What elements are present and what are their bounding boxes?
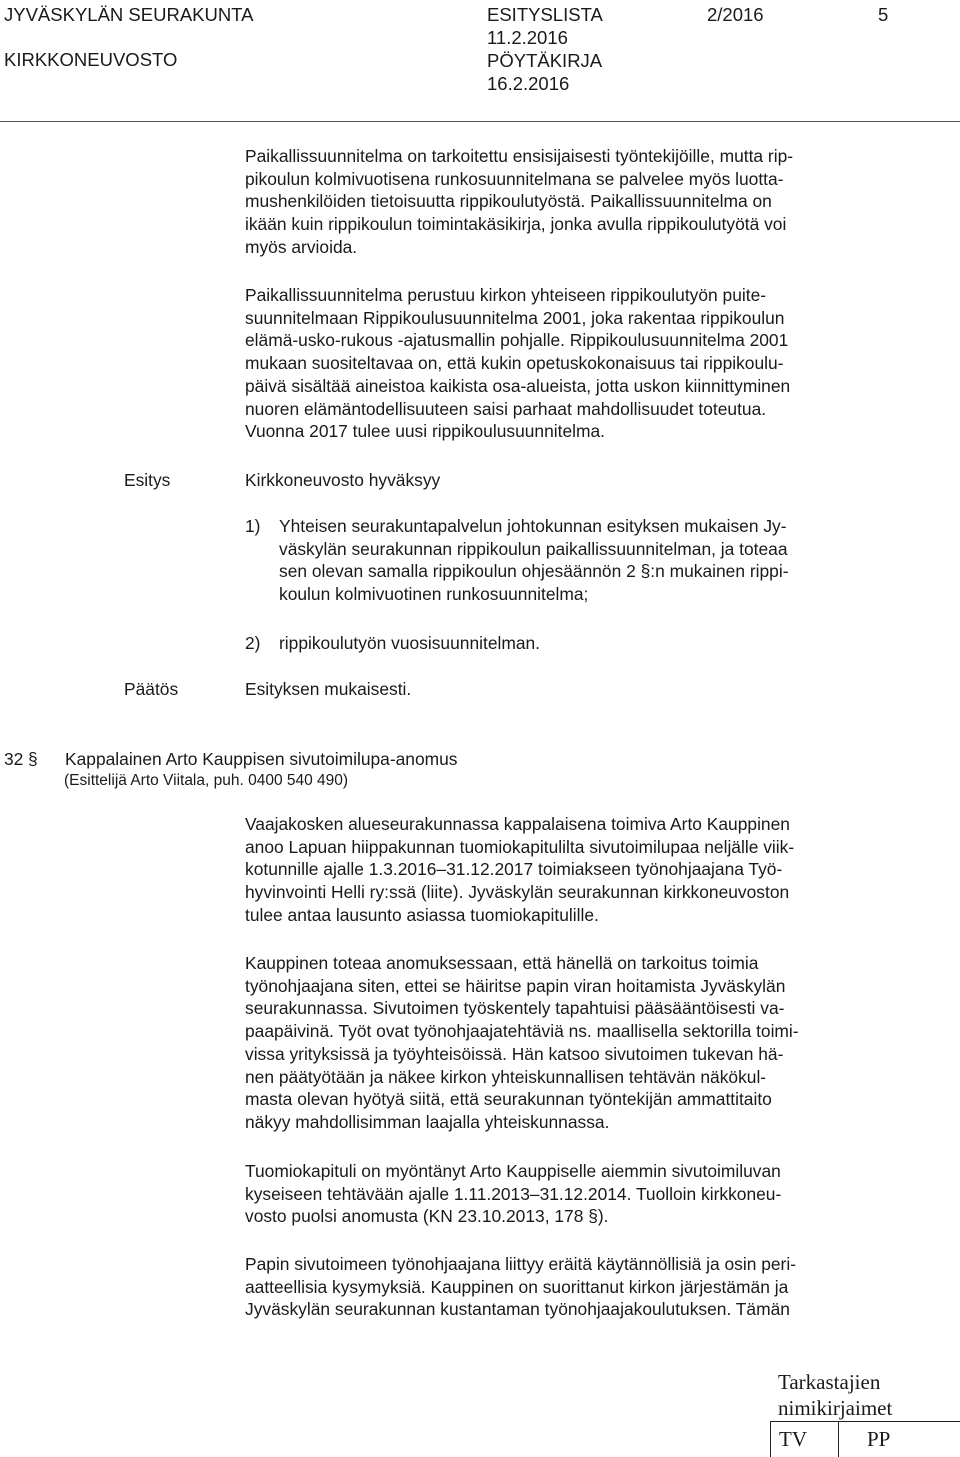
section-paragraph-4 [245,1253,885,1321]
section-title: Kappalainen Arto Kauppisen sivutoimilupa-anomus [65,749,458,769]
text-line: vosto puolsi anomusta (KN 23.10.2013, 178 §). [245,1206,609,1227]
text-line: masta olevan hyötyä siitä, että seurakunnan työntekijän ammattitaito [245,1089,772,1110]
section-heading [4,748,458,770]
section-number: 32 [4,749,24,769]
text-line: mukaan suositeltavaa on, että kukin opetuskokonaisuus tai rippikoulu- [245,353,784,374]
text-line: Esityksen mukaisesti. [245,679,412,699]
section-paragraph-2 [245,952,885,1134]
decision-label: Päätös [124,679,179,699]
section-paragraph-3 [245,1160,885,1228]
reviewer-initials-title [778,1369,892,1421]
minutes-label: PÖYTÄKIRJA [487,50,603,71]
text-line: suunnitelmaan Rippikoulusuunnitelma 2001, joka rakentaa rippikoulun [245,307,785,328]
title-line: nimikirjaimet [778,1396,893,1420]
initials-row [770,1421,960,1457]
initials-cell: TV [770,1422,838,1457]
title-line: Tarkastajien [778,1370,881,1394]
text-line: tulee antaa lausunto asiassa tuomiokapitulille. [245,904,599,925]
section-paragraph-1 [245,813,885,927]
text-line: Kirkkoneuvosto hyväksyy [245,470,441,490]
text-line: anoo Lapuan hiippakunnan tuomiokapitulilta sivutoimilupaa neljälle viik- [245,836,795,857]
header-divider [0,121,960,122]
organization-name: JYVÄSKYLÄN SEURAKUNTA [4,4,254,25]
meeting-number: 2/2016 [707,4,764,25]
minutes-date: 16.2.2016 [487,73,570,94]
text-line: Paikallissuunnitelma on tarkoitettu ensisijaisesti työntekijöille, mutta rip- [245,146,794,166]
list-number: 1) [245,516,261,536]
agenda-date: 11.2.2016 [487,27,568,48]
intro-paragraph-1 [245,145,885,259]
intro-paragraph-2 [245,284,885,443]
text-line: ikään kuin rippikoulun toimintakäsikirja, jonka avulla rippikoulutyötä voi [245,214,787,235]
text-line: koulun kolmivuotinen runkosuunnitelma; [279,584,589,605]
section-presenter: (Esittelijä Arto Viitala, puh. 0400 540 490) [64,772,349,789]
board-name: KIRKKONEUVOSTO [4,49,178,70]
text-line: Vuonna 2017 tulee uusi rippikoulusuunnitelma. [245,421,605,442]
text-line: päivä sisältää aineistoa kaikista osa-alueista, jotta uskon kiinnittyminen [245,375,791,396]
proposal-text [245,469,885,492]
text-line: elämä-usko-rukous -ajatusmallin pohjalle. Rippikoulusuunnitelma 2001 [245,330,789,351]
text-line: mushenkilöiden tietoisuutta rippikoulutyöstä. Paikallissuunnitelma on [245,191,772,212]
text-line: sen olevan samalla rippikoulun ohjesäännön 2 §:n mukainen rippi- [279,561,789,582]
text-line: Yhteisen seurakuntapalvelun johtokunnan esityksen mukaisen Jy- [279,516,787,536]
text-line: kotunnille ajalle 1.3.2016–31.12.2017 toimiakseen työnohjaajana Työ- [245,859,783,880]
text-line: aatteellisia kysymyksiä. Kauppinen on suorittanut kirkon järjestämän ja [245,1276,789,1297]
text-line: pikoulun kolmivuotisena runkosuunnitelmana se palvelee myös luotta- [245,168,784,189]
agenda-label: ESITYSLISTA [487,4,603,25]
text-line: hyvinvointi Helli ry:ssä (liite). Jyväskylän seurakunnan kirkkoneuvoston [245,882,790,903]
decision-text [245,678,885,701]
text-line: seurakunnassa. Sivutoimen työskentely tapahtuisi pääsääntöisesti va- [245,998,785,1019]
text-line: paapäivinä. Työt ovat työnohjaajatehtäviä ns. maallisella sektorilla toimi- [245,1021,799,1042]
text-line: nen päätyötään ja näkee kirkon yhteiskunnallisen tehtävän näkökul- [245,1066,767,1087]
text-line: Papin sivutoimeen työnohjaajana liittyy eräitä käytännöllisiä ja osin peri- [245,1254,797,1274]
text-line: näkyy mahdollisimman laajalla yhteiskunnassa. [245,1111,610,1132]
page-number: 5 [878,4,889,25]
reviewer-initials-box [770,1365,960,1456]
initials-cell: PP [838,1422,960,1457]
text-line: Paikallissuunnitelma perustuu kirkon yhteiseen rippikoulutyön puite- [245,285,767,305]
text-line: Jyväskylän seurakunnan kustantaman työnohjaajakoulutuksen. Tämän [245,1299,790,1320]
list-number: 2) [245,633,261,653]
text-line: myös arvioida. [245,236,358,257]
text-line: väskylän seurakunnan rippikoulun paikallissuunnitelman, ja toteaa [279,538,788,559]
text-line: rippikoulutyön vuosisuunnitelman. [279,633,541,653]
text-line: Kauppinen toteaa anomuksessaan, että hänellä on tarkoitus toimia [245,953,759,973]
text-line: Vaajakosken alueseurakunnassa kappalaisena toimiva Arto Kauppinen [245,814,790,834]
proposal-label: Esitys [124,470,171,490]
text-line: nuoren elämäntodellisuuteen saisi parhaat mahdollisuudet toteutua. [245,398,767,419]
text-line: vissa yrityksissä ja työyhteisöissä. Hän katsoo sivutoimen tukevan hä- [245,1043,784,1064]
section-sign: § [28,749,38,769]
text-line: työnohjaajana siten, ettei se häiritse papin viran hoitamista Jyväskylän [245,975,786,996]
text-line: Tuomiokapituli on myöntänyt Arto Kauppiselle aiemmin sivutoimiluvan [245,1161,781,1181]
text-line: kyseiseen tehtävään ajalle 1.11.2013–31.12.2014. Tuolloin kirkkoneu- [245,1183,782,1204]
